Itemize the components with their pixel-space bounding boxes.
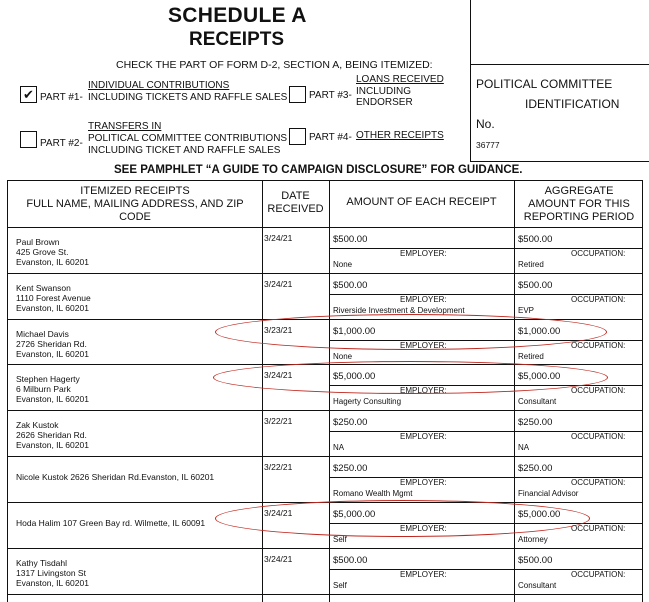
highlight-circle-hagerty xyxy=(213,361,608,394)
dollar-sign: $ xyxy=(333,509,339,520)
date-received: 3/24/21 xyxy=(264,233,293,243)
contributor-block xyxy=(16,518,205,528)
employer-label: EMPLOYER: xyxy=(400,386,447,395)
employer-value: Riverside Investment & Development xyxy=(333,306,465,315)
dollar-sign: $ xyxy=(333,371,339,382)
contributor-city: Evanston, IL 60201 xyxy=(16,303,89,313)
occupation-label: OCCUPATION: xyxy=(571,249,626,258)
contributor-name: Hoda Halim 107 Green Bay rd. Wilmette, IL 60091 xyxy=(16,518,206,528)
row-divider xyxy=(8,456,642,457)
part3-checkbox[interactable] xyxy=(289,86,306,103)
contributor-street: 425 Grove St. xyxy=(16,247,69,257)
part2-label: PART #2- xyxy=(40,138,83,149)
employer-label: EMPLOYER: xyxy=(400,341,447,350)
col-header-date xyxy=(262,190,329,216)
row-divider xyxy=(8,410,642,411)
part1-label: PART #1- xyxy=(40,92,83,103)
amount-value: 500.00 xyxy=(338,555,368,566)
contributor-name: Zak Kustok xyxy=(16,420,59,430)
col-header-aggregate xyxy=(514,185,644,224)
col3-line1: AMOUNT OF EACH RECEIPT xyxy=(346,196,497,208)
contributor-name: Stephen Hagerty xyxy=(16,374,80,384)
employer-label: EMPLOYER: xyxy=(400,478,447,487)
employer-label: EMPLOYER: xyxy=(400,295,447,304)
committee-box-divider xyxy=(471,64,649,65)
aggregate-value: 500.00 xyxy=(523,234,553,245)
col-header-amount xyxy=(329,196,514,209)
check-instruction: CHECK THE PART OF FORM D-2, SECTION A, BEING ITEMIZED: xyxy=(116,59,433,71)
aggregate-value: 250.00 xyxy=(523,463,553,474)
row-divider xyxy=(8,227,642,228)
occupation-label: OCCUPATION: xyxy=(571,432,626,441)
contributor-city: Evanston, IL 60201 xyxy=(16,349,89,359)
dollar-sign: $ xyxy=(518,280,524,291)
employer-value: Self xyxy=(333,581,347,590)
contributor-block xyxy=(16,472,214,482)
dollar-sign: $ xyxy=(333,326,339,337)
committee-number: 36777 xyxy=(476,140,500,150)
col4-line1: AGGREGATE xyxy=(544,185,614,197)
contributor-block xyxy=(16,558,89,588)
employer-value: NA xyxy=(333,443,345,452)
part2-line2: POLITICAL COMMITTEE CONTRIBUTIONS xyxy=(88,133,288,144)
contributor-block xyxy=(16,420,89,450)
occupation-label: OCCUPATION: xyxy=(571,386,626,395)
occupation-label: OCCUPATION: xyxy=(571,478,626,487)
part4-line1: OTHER RECEIPTS xyxy=(356,130,444,141)
part3-label: PART #3- xyxy=(309,90,352,101)
aggregate-amount xyxy=(518,556,552,566)
receipt-amount xyxy=(333,556,367,566)
committee-no-label: No. xyxy=(476,117,495,131)
amount-value: 5,000.00 xyxy=(338,509,376,520)
aggregate-value: 250.00 xyxy=(523,417,553,428)
aggregate-value: 1,000.00 xyxy=(523,326,561,337)
contributor-block xyxy=(16,329,89,359)
employer-value: Hagerty Consulting xyxy=(333,397,402,406)
contributor-name: Kathy Tisdahl xyxy=(16,558,68,568)
col1-line3: CODE xyxy=(119,211,151,223)
date-received: 3/24/21 xyxy=(264,508,293,518)
occupation-label: OCCUPATION: xyxy=(571,295,626,304)
highlight-circle-halim xyxy=(215,500,590,537)
committee-id-box xyxy=(470,0,649,162)
col-header-receipts xyxy=(8,185,262,224)
col2-line2: RECEIVED xyxy=(267,203,324,215)
occupation-value: Retired xyxy=(518,260,544,269)
part1-checkbox[interactable]: ✔ xyxy=(20,86,37,103)
part1-line2: INCLUDING TICKETS AND RAFFLE SALES xyxy=(88,92,288,103)
date-received: 3/22/21 xyxy=(264,462,293,472)
amount-value: 500.00 xyxy=(338,280,368,291)
employer-label: EMPLOYER: xyxy=(400,432,447,441)
part1-line1: INDIVIDUAL CONTRIBUTIONS xyxy=(88,80,230,91)
date-received: 3/23/21 xyxy=(264,325,293,335)
aggregate-value: 5,000.00 xyxy=(523,509,561,520)
occupation-label: OCCUPATION: xyxy=(571,341,626,350)
contributor-name: Michael Davis xyxy=(16,329,69,339)
dollar-sign: $ xyxy=(518,326,524,337)
occupation-value: Consultant xyxy=(518,397,557,406)
aggregate-value: 500.00 xyxy=(523,280,553,291)
contributor-block xyxy=(16,237,89,267)
employer-value: Self xyxy=(333,535,347,544)
amount-value: 1,000.00 xyxy=(338,326,376,337)
col-divider-1 xyxy=(262,181,263,602)
amount-value: 250.00 xyxy=(338,417,368,428)
date-received: 3/22/21 xyxy=(264,416,293,426)
receipt-amount xyxy=(333,464,367,474)
part4-checkbox[interactable] xyxy=(289,128,306,145)
occupation-value: Consultant xyxy=(518,581,557,590)
aggregate-amount xyxy=(518,235,552,245)
aggregate-amount xyxy=(518,464,552,474)
dollar-sign: $ xyxy=(333,417,339,428)
employer-value: None xyxy=(333,260,353,269)
employer-value: None xyxy=(333,352,353,361)
col1-line2: FULL NAME, MAILING ADDRESS, AND ZIP xyxy=(26,198,244,210)
part3-line1: LOANS RECEIVED xyxy=(356,74,444,85)
contributor-name: Kent Swanson xyxy=(16,283,71,293)
receipt-amount xyxy=(333,235,367,245)
dollar-sign: $ xyxy=(518,509,524,520)
row-divider xyxy=(8,594,642,595)
occupation-value: Financial Advisor xyxy=(518,489,579,498)
contributor-street: 1317 Livingston St xyxy=(16,568,86,578)
part2-checkbox[interactable] xyxy=(20,131,37,148)
col2-line1: DATE xyxy=(281,190,310,202)
identification-label: IDENTIFICATION xyxy=(525,97,620,111)
amount-value: 5,000.00 xyxy=(338,371,376,382)
amount-value: 500.00 xyxy=(338,234,368,245)
dollar-sign: $ xyxy=(333,555,339,566)
contributor-name: Nicole Kustok 2626 Sheridan Rd.Evanston, IL 60201 xyxy=(16,472,215,482)
contributor-street: 2626 Sheridan Rd. xyxy=(16,430,87,440)
dollar-sign: $ xyxy=(333,463,339,474)
part3-line3: ENDORSER xyxy=(356,97,413,108)
row-divider xyxy=(8,548,642,549)
aggregate-amount xyxy=(518,281,552,291)
receipt-amount xyxy=(333,418,367,428)
dollar-sign: $ xyxy=(518,417,524,428)
part3-line2: INCLUDING xyxy=(356,86,412,97)
contributor-street: 6 Milburn Park xyxy=(16,384,71,394)
amount-value: 250.00 xyxy=(338,463,368,474)
occupation-label: OCCUPATION: xyxy=(571,524,626,533)
occupation-value: Retired xyxy=(518,352,544,361)
occupation-label: OCCUPATION: xyxy=(571,570,626,579)
contributor-city: Evanston, IL 60201 xyxy=(16,394,89,404)
aggregate-amount xyxy=(518,418,552,428)
dollar-sign: $ xyxy=(518,371,524,382)
employer-label: EMPLOYER: xyxy=(400,570,447,579)
receipt-amount xyxy=(333,281,367,291)
contributor-block xyxy=(16,374,89,404)
occupation-value: EVP xyxy=(518,306,535,315)
part4-label: PART #4- xyxy=(309,132,352,143)
part2-line3: INCLUDING TICKET AND RAFFLE SALES xyxy=(88,145,281,156)
contributor-city: Evanston, IL 60201 xyxy=(16,257,89,267)
date-received: 3/24/21 xyxy=(264,554,293,564)
date-received: 3/24/21 xyxy=(264,279,293,289)
dollar-sign: $ xyxy=(333,234,339,245)
dollar-sign: $ xyxy=(518,234,524,245)
dollar-sign: $ xyxy=(518,463,524,474)
contributor-street: 1110 Forest Avenue xyxy=(16,293,91,303)
dollar-sign: $ xyxy=(518,555,524,566)
receipts-title: RECEIPTS xyxy=(189,29,285,50)
guidance-note: SEE PAMPHLET “A GUIDE TO CAMPAIGN DISCLOSURE” FOR GUIDANCE. xyxy=(114,164,523,176)
schedule-title: SCHEDULE A xyxy=(168,4,307,27)
aggregate-value: 5,000.00 xyxy=(523,371,561,382)
committee-label: POLITICAL COMMITTEE xyxy=(476,77,613,91)
occupation-value: Attorney xyxy=(518,535,548,544)
employer-label: EMPLOYER: xyxy=(400,249,447,258)
contributor-block xyxy=(16,283,91,313)
contributor-city: Evanston, IL 60201 xyxy=(16,578,89,588)
col4-line2: AMOUNT FOR THIS xyxy=(528,198,630,210)
col1-line1: ITEMIZED RECEIPTS xyxy=(80,185,190,197)
employer-label: EMPLOYER: xyxy=(400,524,447,533)
contributor-name: Paul Brown xyxy=(16,237,60,247)
occupation-value: NA xyxy=(518,443,530,452)
date-received: 3/24/21 xyxy=(264,370,293,380)
highlight-circle-davis xyxy=(215,314,607,350)
contributor-street: 2726 Sheridan Rd. xyxy=(16,339,87,349)
row-divider xyxy=(8,273,642,274)
dollar-sign: $ xyxy=(333,280,339,291)
aggregate-value: 500.00 xyxy=(523,555,553,566)
part2-line1: TRANSFERS IN xyxy=(88,121,162,132)
col4-line3: REPORTING PERIOD xyxy=(523,211,635,223)
employer-value: Romano Wealth Mgmt xyxy=(333,489,413,498)
contributor-city: Evanston, IL 60201 xyxy=(16,440,89,450)
